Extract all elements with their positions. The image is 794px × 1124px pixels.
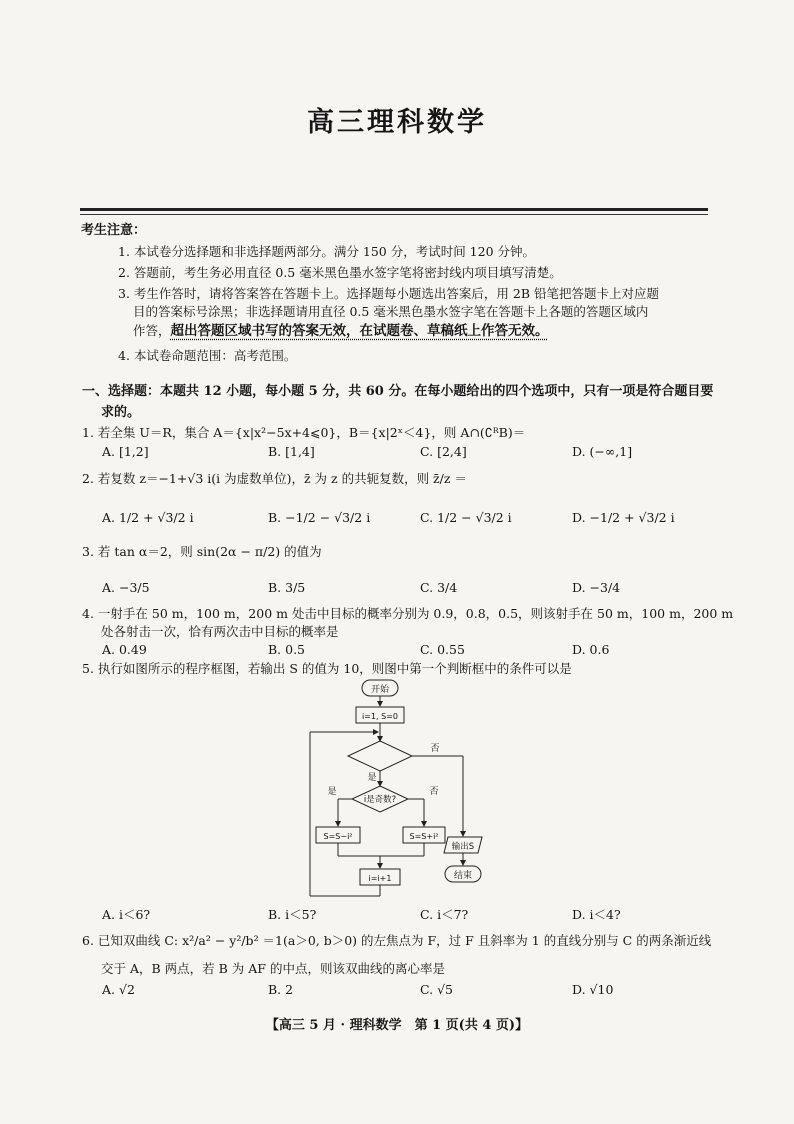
q6-stem-line2: 交于 A，B 两点，若 B 为 AF 的中点，则该双曲线的离心率是 bbox=[101, 961, 445, 976]
section-heading-cont: 求的。 bbox=[101, 405, 141, 420]
q1-option-a: A. [1,2] bbox=[102, 444, 149, 459]
q5-option-a: A. i＜6? bbox=[102, 907, 151, 922]
q4-option-d: D. 0.6 bbox=[572, 642, 610, 657]
q2-option-d: D. −1/2 + √3/2 i bbox=[572, 510, 675, 525]
q5-option-b: B. i＜5? bbox=[268, 907, 317, 922]
q3-option-a: A. −3/5 bbox=[102, 580, 150, 595]
q6-option-d: D. √10 bbox=[572, 982, 614, 997]
flow-left-op-label: S=S−i² bbox=[323, 832, 353, 841]
notice-item-3: 3. 考生作答时，请将答案答在答题卡上。选择题每小题选出答案后，用 2B 铅笔把答题卡上对应题 bbox=[118, 286, 659, 301]
q3-option-c: C. 3/4 bbox=[420, 580, 458, 595]
q1-stem: 1. 若全集 U＝R，集合 A＝{x|x²−5x+4⩽0}，B＝{x|2ˣ＜4}，则 A∩(∁ᴿB)＝ bbox=[82, 425, 526, 440]
flow-yes2-label: 是 bbox=[327, 787, 337, 797]
q3-stem: 3. 若 tan α＝2，则 sin(2α − π/2) 的值为 bbox=[82, 544, 322, 559]
q2-stem: 2. 若复数 z＝−1+√3 i(i 为虚数单位)，z̄ 为 z 的共轭复数，则 z̄/z ＝ bbox=[82, 471, 467, 486]
flowchart bbox=[300, 678, 500, 903]
q4-stem-line2: 处各射击一次，恰有两次击中目标的概率是 bbox=[101, 624, 339, 639]
q1-option-d: D. (−∞,1] bbox=[572, 444, 633, 459]
notice-item-1: 1. 本试卷分选择题和非选择题两部分。满分 150 分，考试时间 120 分钟。 bbox=[118, 244, 536, 259]
q5-option-d: D. i＜4? bbox=[572, 907, 621, 922]
q5-option-c: C. i＜7? bbox=[420, 907, 469, 922]
q1-option-b: B. [1,4] bbox=[268, 444, 315, 459]
page-title: 高三理科数学 bbox=[307, 107, 487, 138]
notice-item-3-tail-bold: 超出答题区域书写的答案无效，在试题卷、草稿纸上作答无效。 bbox=[170, 323, 549, 339]
flow-increment-label: i=i+1 bbox=[368, 874, 392, 883]
q2-option-c: C. 1/2 − √3/2 i bbox=[420, 510, 512, 525]
flow-no1-label: 否 bbox=[430, 744, 440, 754]
notice-item-4: 4. 本试卷命题范围：高考范围。 bbox=[118, 348, 297, 363]
flow-start-label: 开始 bbox=[370, 685, 390, 695]
notice-item-2: 2. 答题前，考生务必用直径 0.5 毫米黑色墨水签字笔将密封线内项目填写清楚。 bbox=[118, 265, 562, 280]
flow-output-label: 输出S bbox=[451, 842, 475, 852]
q3-option-b: B. 3/5 bbox=[268, 580, 306, 595]
q6-stem-line1: 6. 已知双曲线 C: x²/a² − y²/b² ＝1(a＞0, b＞0) 的左焦点为 F，过 F 且斜率为 1 的直线分别与 C 的两条渐近线 bbox=[82, 933, 712, 948]
flow-decision2-label: i是奇数? bbox=[363, 795, 397, 805]
notice-heading: 考生注意： bbox=[81, 223, 147, 238]
q3-option-d: D. −3/4 bbox=[572, 580, 621, 595]
page-footer: 【高三 5 月 · 理科数学 第 1 页(共 4 页)】 bbox=[265, 1018, 529, 1033]
q6-option-a: A. √2 bbox=[102, 982, 135, 997]
flow-right-op-label: S=S+i² bbox=[409, 832, 439, 841]
q4-option-a: A. 0.49 bbox=[102, 642, 147, 657]
q6-option-b: B. 2 bbox=[268, 982, 294, 997]
q2-option-a: A. 1/2 + √3/2 i bbox=[102, 510, 194, 525]
header-rule bbox=[80, 208, 708, 211]
notice-item-3-tail-plain: 作答， bbox=[133, 323, 171, 338]
flow-decision1 bbox=[348, 741, 412, 771]
flow-yes1-label: 是 bbox=[367, 773, 377, 783]
q1-option-c: C. [2,4] bbox=[420, 444, 467, 459]
flow-end-label: 结束 bbox=[453, 871, 473, 881]
notice-item-3-cont: 目的答案标号涂黑；非选择题请用直径 0.5 毫米黑色墨水签字笔在答题卡上各题的答题区域内 bbox=[133, 304, 649, 319]
flow-no2-label: 否 bbox=[429, 787, 439, 797]
section-heading: 一、选择题：本题共 12 小题，每小题 5 分，共 60 分。在每小题给出的四个选项中，只有一项是符合题目要 bbox=[82, 384, 714, 399]
header-rule-thin bbox=[80, 214, 708, 215]
q4-option-c: C. 0.55 bbox=[420, 642, 465, 657]
q4-option-b: B. 0.5 bbox=[268, 642, 306, 657]
q2-option-b: B. −1/2 − √3/2 i bbox=[268, 510, 371, 525]
flow-init-label: i=1, S=0 bbox=[362, 712, 398, 721]
notice-item-3-tail bbox=[133, 322, 549, 340]
q4-stem-line1: 4. 一射手在 50 m，100 m，200 m 处击中目标的概率分别为 0.9，0.8，0.5，则该射手在 50 m，100 m，200 m bbox=[82, 606, 734, 621]
q6-option-c: C. √5 bbox=[420, 982, 453, 997]
q5-stem: 5. 执行如图所示的程序框图，若输出 S 的值为 10，则图中第一个判断框中的条件可以是 bbox=[82, 661, 572, 676]
